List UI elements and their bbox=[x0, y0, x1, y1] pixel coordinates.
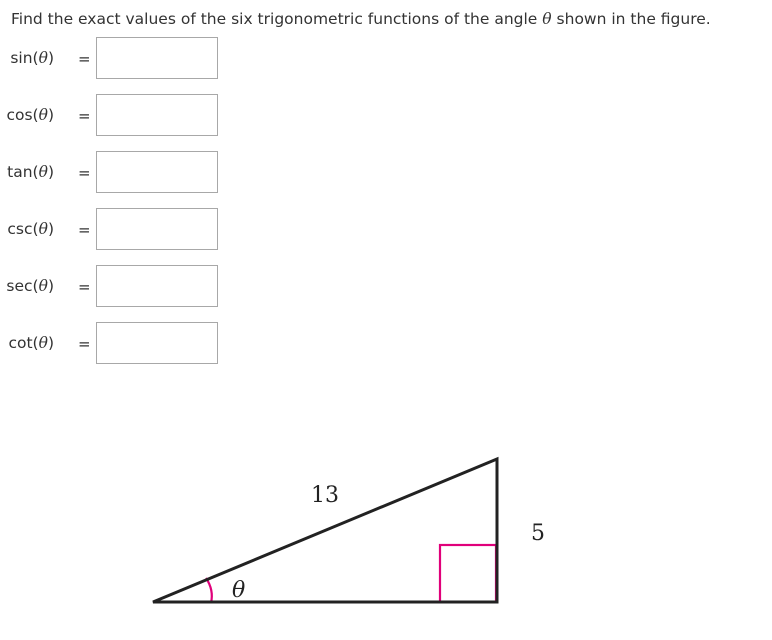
equals-sign: = bbox=[78, 221, 91, 239]
cos-label: cos(θ) bbox=[6, 106, 54, 124]
equals-sign: = bbox=[78, 335, 91, 353]
cot-label: cot(θ) bbox=[8, 334, 54, 352]
right-angle-marker bbox=[440, 545, 496, 602]
sec-label: sec(θ) bbox=[6, 277, 54, 295]
theta-symbol: θ bbox=[542, 10, 552, 28]
equals-sign: = bbox=[78, 278, 91, 296]
equals-sign: = bbox=[78, 107, 91, 125]
tan-label: tan(θ) bbox=[7, 163, 54, 181]
right-triangle bbox=[153, 459, 497, 602]
problem-prompt: Find the exact values of the six trigonometric functions of the angle θ shown in the figure. bbox=[11, 10, 711, 28]
equals-sign: = bbox=[78, 164, 91, 182]
side-label: 5 bbox=[531, 521, 545, 546]
angle-label: θ bbox=[232, 578, 246, 603]
sin-label: sin(θ) bbox=[10, 49, 54, 67]
equals-sign: = bbox=[78, 50, 91, 68]
angle-arc bbox=[206, 578, 212, 603]
csc-label: csc(θ) bbox=[7, 220, 54, 238]
hypotenuse-label: 13 bbox=[311, 483, 339, 508]
